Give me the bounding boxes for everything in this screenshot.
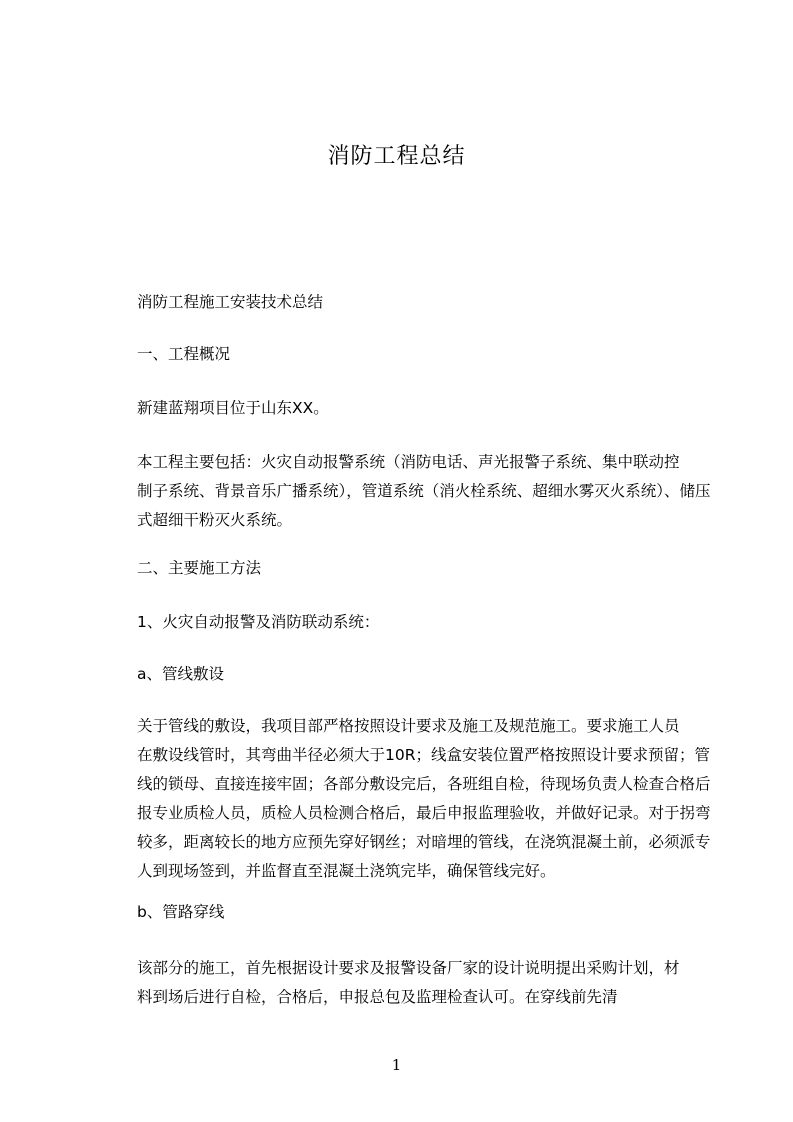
item-heading-conduit-laying: a、管线敷设 [137, 665, 224, 683]
section-heading-methods: 二、主要施工方法 [137, 559, 262, 577]
project-scope-paragraph [137, 448, 711, 535]
document-title: 消防工程总结 [327, 144, 466, 169]
section-heading-overview: 一、工程概况 [137, 345, 231, 363]
paragraph-line: 线的锁母、直接连接牢固；各部分敷设完后，各班组自检，待现场负责人检查合格后 [137, 775, 711, 793]
paragraph-line: 在敷设线管时，其弯曲半径必须大于10R；线盒安装位置严格按照设计要求预留；管 [137, 746, 710, 764]
document-subtitle: 消防工程施工安装技术总结 [137, 293, 324, 311]
page-number: 1 [391, 1056, 402, 1074]
paragraph-line: 料到场后进行自检，合格后，申报总包及监理检查认可。在穿线前先清 [137, 988, 618, 1006]
conduit-laying-paragraph [137, 712, 711, 886]
paragraph-line: 式超细干粉灭火系统。 [137, 511, 293, 529]
item-heading-wire-pulling: b、管路穿线 [137, 903, 225, 921]
subsection-heading-fire-alarm: 1、火灾自动报警及消防联动系统： [137, 613, 380, 631]
paragraph-line: 报专业质检人员，质检人员检测合格后，最后申报监理验收，并做好记录。对于拐弯 [137, 804, 711, 822]
paragraph-line: 较多，距离较长的地方应预先穿好钢丝；对暗埋的管线，在浇筑混凝土前，必须派专 [137, 833, 711, 851]
project-location-text: 新建蓝翔项目位于山东XX。 [137, 399, 329, 417]
paragraph-line: 本工程主要包括：火灾自动报警系统（消防电话、声光报警子系统、集中联动控 [137, 453, 680, 471]
paragraph-line: 制子系统、背景音乐广播系统），管道系统（消火栓系统、超细水雾灭火系统）、储压 [137, 482, 711, 500]
wire-pulling-paragraph [137, 954, 705, 1012]
paragraph-line: 人到现场签到，并监督直至混凝土浇筑完毕，确保管线完好。 [137, 862, 556, 880]
paragraph-line: 该部分的施工，首先根据设计要求及报警设备厂家的设计说明提出采购计划，材 [137, 959, 680, 977]
paragraph-line: 关于管线的敷设，我项目部严格按照设计要求及施工及规范施工。要求施工人员 [137, 717, 680, 735]
